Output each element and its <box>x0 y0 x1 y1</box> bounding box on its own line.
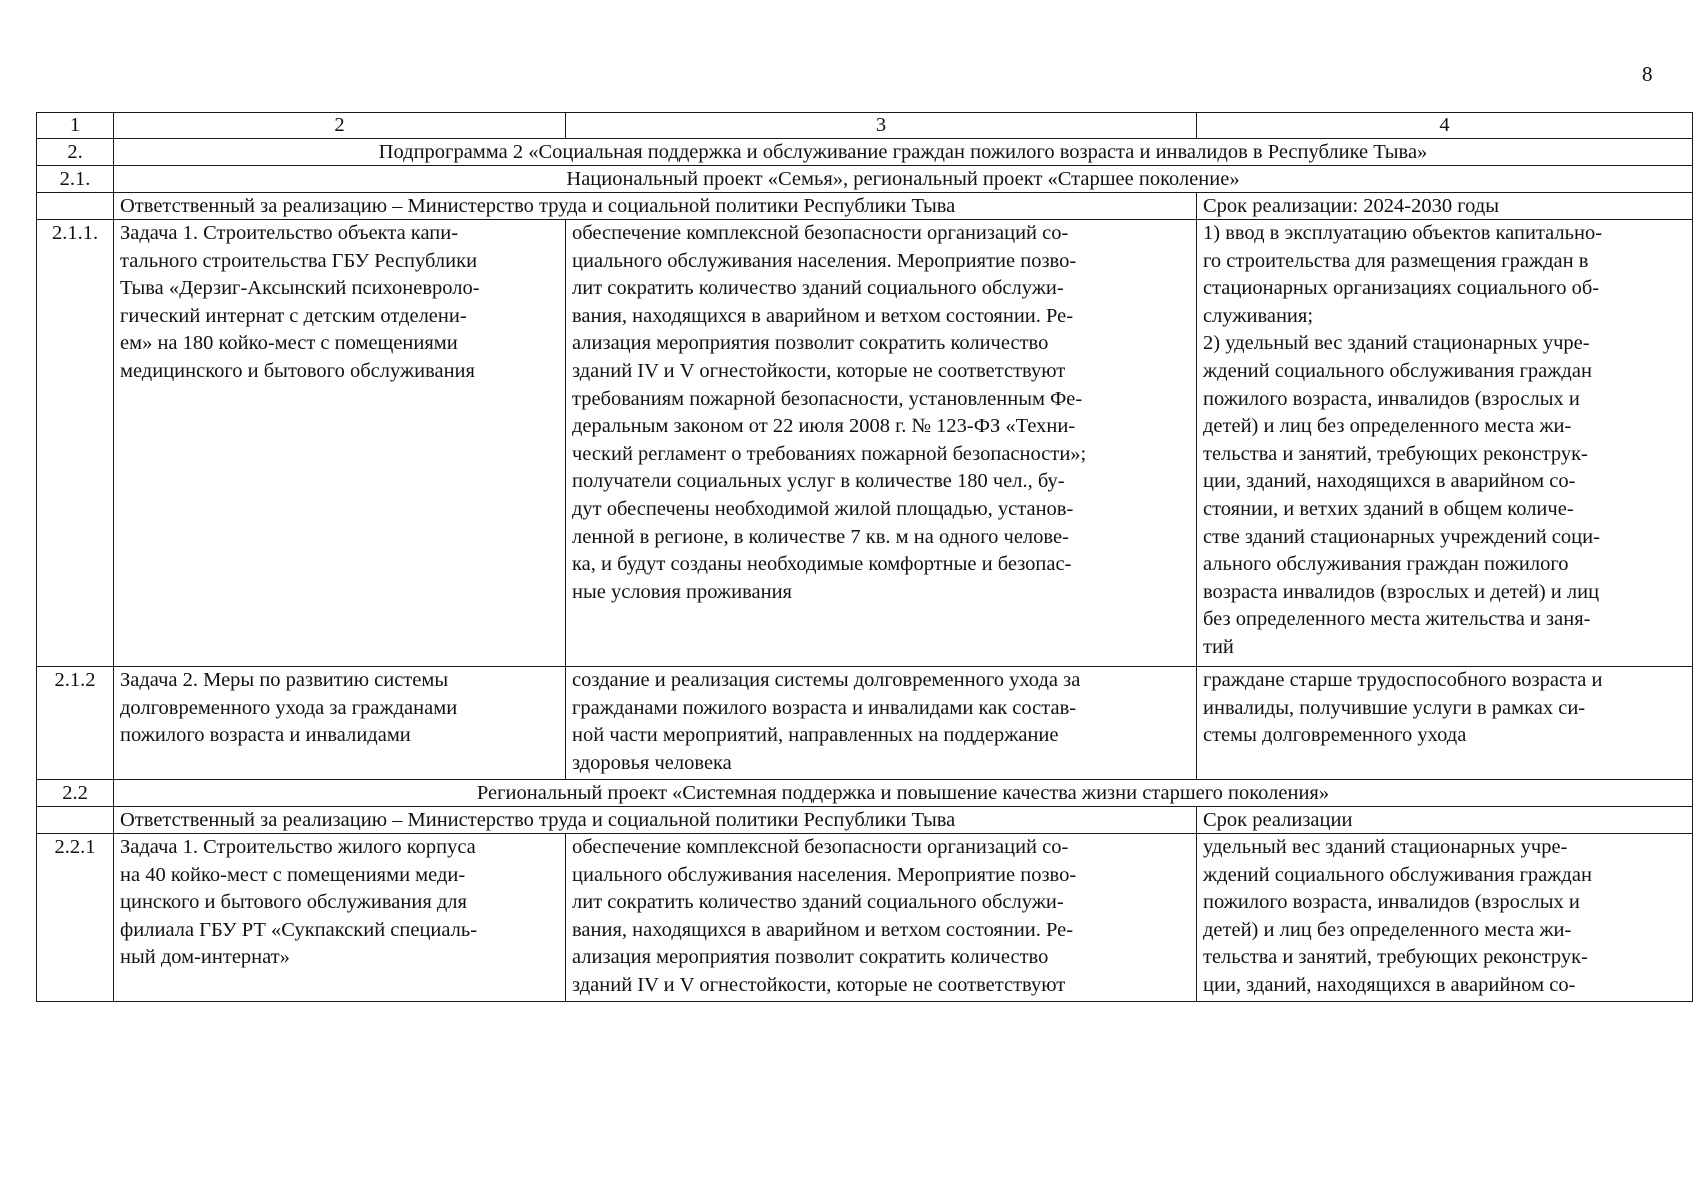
task-indicator: удельный вес зданий стационарных учре- ждений социального обслуживания граждан пожилого возраста, инвалидов (взрослых и детей) и лиц без определенного места жи- тельства и занятий, требующих реконструк- ции, зданий, находящихся в аварийном со- <box>1197 834 1693 1002</box>
task-effect: создание и реализация системы долговременного ухода за гражданами пожилого возраста и инвалидами как состав- ной части мероприятий, направленных на поддержание здоровья человека <box>566 667 1197 780</box>
column-number-1: 1 <box>37 113 114 139</box>
row-number: 2.2 <box>37 780 114 807</box>
column-number-4: 4 <box>1197 113 1693 139</box>
implementation-term: Срок реализации <box>1197 807 1693 834</box>
page-number: 8 <box>1642 62 1653 86</box>
responsible-row <box>37 193 1693 220</box>
regional-project-title: Региональный проект «Системная поддержка и повышение качества жизни старшего поколения» <box>114 780 1693 807</box>
column-number-row <box>37 113 1693 139</box>
column-number-2: 2 <box>114 113 566 139</box>
task-description: Задача 1. Строительство объекта капи- тального строительства ГБУ Республики Тыва «Дерзиг-Аксынский психоневроло- гический интернат с детским отделени- ем» на 180 койко-мест с помещениями медицинского и бытового обслуживания <box>114 220 566 667</box>
implementation-term: Срок реализации: 2024-2030 годы <box>1197 193 1693 220</box>
task-description: Задача 2. Меры по развитию системы долговременного ухода за гражданами пожилого возраста и инвалидами <box>114 667 566 780</box>
task-effect: обеспечение комплексной безопасности организаций со- циального обслуживания населения. Мероприятие позво- лит сократить количество зданий социального обслужи- вания, находящихся в аварийном и ветхом состоянии. Ре- ализация мероприятия позволит сократить количество зданий IV и V огнестойкости, которые не соответствуют требованиям пожарной безопасности, установленным Фе- деральным законом от 22 июля 2008 г. № 123-ФЗ «Техни- ческий регламент о требованиях пожарной безопасности»; получатели социальных услуг в количестве 180 чел., бу- дут обеспечены необходимой жилой площадью, установ- ленной в регионе, в количестве 7 кв. м на одного челове- ка, и будут созданы необходимые комфортные и безопас- ные условия проживания <box>566 220 1197 667</box>
column-number-3: 3 <box>566 113 1197 139</box>
task-effect: обеспечение комплексной безопасности организаций со- циального обслуживания населения. Мероприятие позво- лит сократить количество зданий социального обслужи- вания, находящихся в аварийном и ветхом состоянии. Ре- ализация мероприятия позволит сократить количество зданий IV и V огнестойкости, которые не соответствуют <box>566 834 1197 1002</box>
empty-cell <box>37 807 114 834</box>
responsible-executor: Ответственный за реализацию – Министерство труда и социальной политики Республики Тыва <box>114 193 1197 220</box>
row-number: 2.2.1 <box>37 834 114 1002</box>
row-number: 2. <box>37 139 114 166</box>
task-indicator: граждане старше трудоспособного возраста и инвалиды, получившие услуги в рамках си- стемы долговременного ухода <box>1197 667 1693 780</box>
task-row <box>37 667 1693 780</box>
program-table <box>36 112 1693 1002</box>
national-project-title: Национальный проект «Семья», региональный проект «Старшее поколение» <box>114 166 1693 193</box>
row-number: 2.1.1. <box>37 220 114 667</box>
task-row <box>37 834 1693 1002</box>
task-row <box>37 220 1693 667</box>
empty-cell <box>37 193 114 220</box>
responsible-row <box>37 807 1693 834</box>
task-indicator: 1) ввод в эксплуатацию объектов капитально- го строительства для размещения граждан в стационарных организациях социального об- служивания; 2) удельный вес зданий стационарных учре- ждений социального обслуживания граждан пожилого возраста, инвалидов (взрослых и детей) и лиц без определенного места жи- тельства и занятий, требующих реконструк- ции, зданий, находящихся в аварийном со- стоянии, и ветхих зданий в общем количе- стве зданий стационарных учреждений соци- ального обслуживания граждан пожилого возраста инвалидов (взрослых и детей) и лиц без определенного места жительства и заня- тий <box>1197 220 1693 667</box>
task-description: Задача 1. Строительство жилого корпуса на 40 койко-мест с помещениями меди- цинского и бытового обслуживания для филиала ГБУ РТ «Сукпакский специаль- ный дом-интернат» <box>114 834 566 1002</box>
row-number: 2.1.2 <box>37 667 114 780</box>
regional-project-row <box>37 780 1693 807</box>
row-number: 2.1. <box>37 166 114 193</box>
subprogram-row <box>37 139 1693 166</box>
subprogram-title: Подпрограмма 2 «Социальная поддержка и обслуживание граждан пожилого возраста и инвалидов в Республике Тыва» <box>114 139 1693 166</box>
responsible-executor: Ответственный за реализацию – Министерство труда и социальной политики Республики Тыва <box>114 807 1197 834</box>
national-project-row <box>37 166 1693 193</box>
